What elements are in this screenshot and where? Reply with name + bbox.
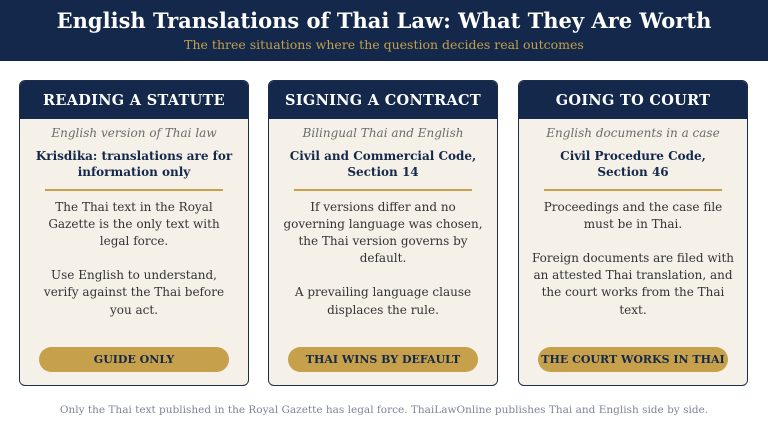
card-paragraph: If versions differ and no governing language was chosen, the Thai version governs by default. xyxy=(283,199,483,266)
card-source: Krisdika: translations are for information only xyxy=(35,149,233,179)
footer-note: Only the Thai text published in the Royal Gazette has legal force. ThaiLawOnline publishes Thai and English side by side. xyxy=(59,404,709,416)
card-kicker: English documents in a case xyxy=(546,126,720,140)
page-subtitle: The three situations where the question decides real outcomes xyxy=(184,37,584,52)
card-divider xyxy=(294,189,472,191)
card-divider xyxy=(45,189,223,191)
card-body xyxy=(531,199,735,319)
card-body xyxy=(32,199,236,319)
verdict-badge: THE COURT WORKS IN THAI xyxy=(538,347,728,372)
card-title: READING A STATUTE xyxy=(20,81,248,119)
card-paragraph: The Thai text in the Royal Gazette is the only text with legal force. xyxy=(48,199,220,248)
card-reading-statute xyxy=(19,80,249,386)
card-title: GOING TO COURT xyxy=(519,81,747,119)
card-going-to-court xyxy=(518,80,748,386)
verdict-badge: GUIDE ONLY xyxy=(39,347,229,372)
page-title: English Translations of Thai Law: What They Are Worth xyxy=(56,8,712,33)
card-body xyxy=(281,199,485,319)
card-source: Civil and Commercial Code, Section 14 xyxy=(289,149,477,179)
card-paragraph: Use English to understand, verify against the Thai before you act. xyxy=(43,268,225,317)
card-kicker: Bilingual Thai and English xyxy=(302,126,464,140)
card-divider xyxy=(544,189,722,191)
card-paragraph: Foreign documents are filed with an attested Thai translation, and the court works from the Thai text. xyxy=(531,250,735,317)
card-signing-contract xyxy=(268,80,498,386)
card-paragraph: A prevailing language clause displaces the rule. xyxy=(294,285,472,317)
card-source: Civil Procedure Code, Section 46 xyxy=(560,149,706,179)
header-banner xyxy=(0,0,768,61)
verdict-badge: THAI WINS BY DEFAULT xyxy=(288,347,478,372)
card-title: SIGNING A CONTRACT xyxy=(269,81,497,119)
card-paragraph: Proceedings and the case file must be in Thai. xyxy=(543,199,723,231)
card-kicker: English version of Thai law xyxy=(51,126,217,140)
